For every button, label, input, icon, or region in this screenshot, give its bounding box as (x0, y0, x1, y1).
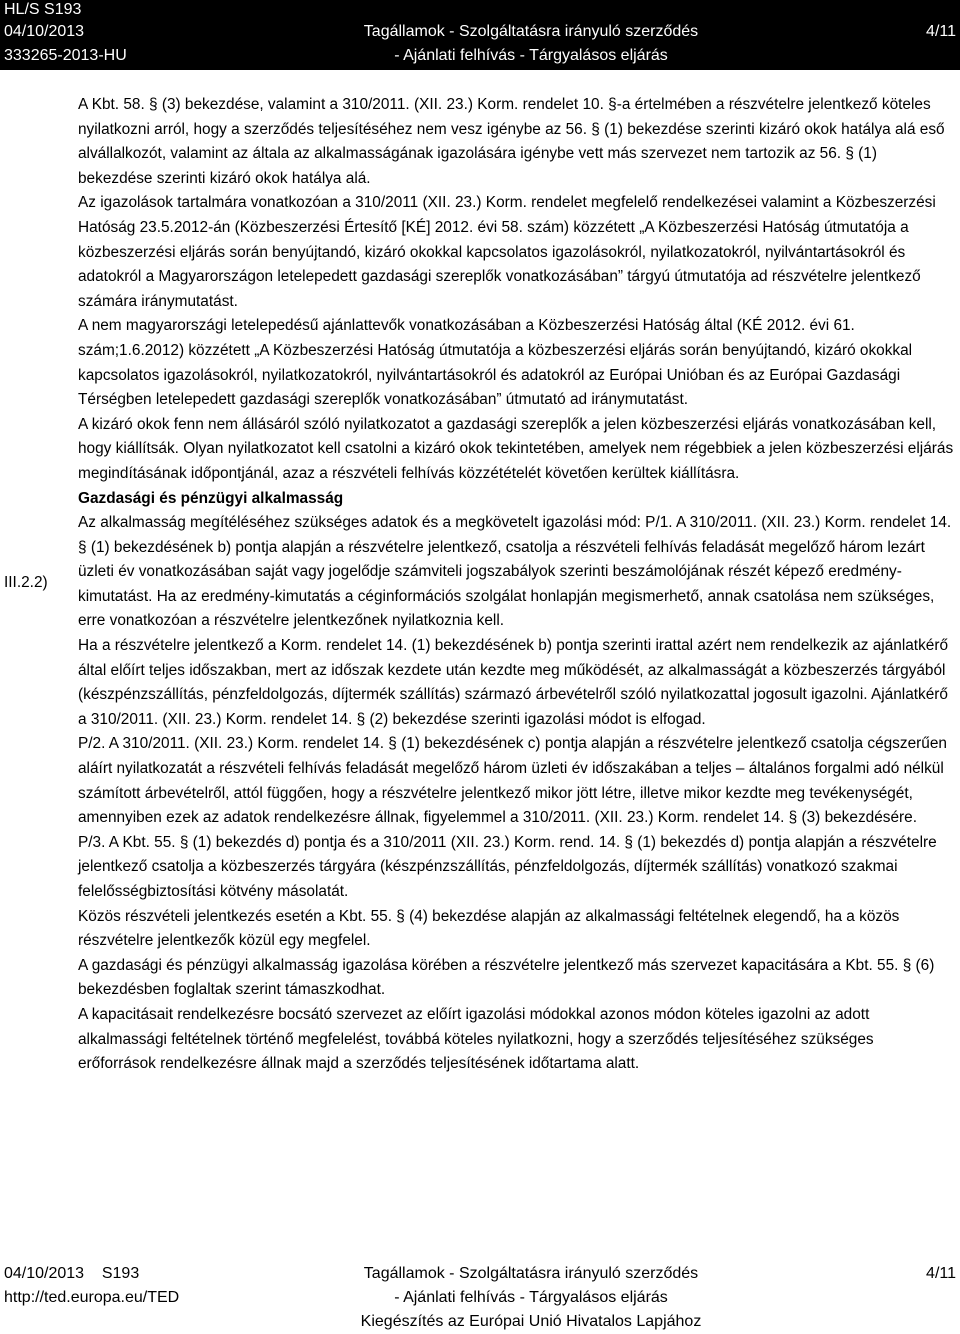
footer-date: 04/10/2013 (4, 1265, 85, 1282)
paragraph: A nem magyarországi letelepedésű ajánlattevők vonatkozásában a Közbeszerzési Hatóság által (KÉ 2012. évi 61. szám;1.6.2012) közzétett „A Közbeszerzési Hatóság útmutatója a közbeszerzési eljárás során benyújtandó, kizáró okokkal kapcsolatos igazolásokról, nyilatkozatokról, nyilvántartásokról és adatokról az Európai Unióban és az Európai Gazdasági Térségben letelepedett gazdasági szereplők vonatkozásában” útmutató ad iránymutatást. (78, 317, 913, 409)
header-date: 04/10/2013 (4, 23, 85, 40)
header-title-line1: Tagállamok - Szolgáltatásra irányuló szerződés (363, 23, 699, 40)
page-footer (0, 1262, 960, 1334)
paragraph: P/3. A Kbt. 55. § (1) bekezdés d) pontja és a 310/2011 (XII. 23.) Korm. rend. 14. § (1) bekezdés d) pontja alapján a részvételre jelentkező csatolja a közbeszerzés tárgyára (készpénzszállítás, pénzfeldolgozás, díjtermék szállítás) vonatkozó szakmai felelősségbiztosítási kötvény másolatát. (78, 833, 937, 900)
paragraph: Közös részvételi jelentkezés esetén a Kbt. 55. § (4) bekezdése alapján az alkalmassági feltételnek elegendő, ha a közös részvételre jelentkezők közül egy megfelel. (78, 907, 900, 950)
header-doc-code: HL/S S193 (4, 1, 82, 18)
document-body (78, 93, 954, 1077)
paragraph: A kapacitásait rendelkezésre bocsátó szervezet az előírt igazolási módokkal azonos módon köteles igazolni az adott alkalmassági feltételnek történő megfelelést, továbbá köteles nyilatkozni, hogy a szerződés teljesítéséhez szükséges erőforrások rendelkezésre állnak majd a szerződés teljesítésének időtartama alatt. (78, 1005, 874, 1073)
page-header (0, 0, 960, 70)
section-number: III.2.2) (4, 574, 48, 591)
paragraph: A gazdasági és pénzügyi alkalmasság igazolása körében a részvételre jelentkező más szervezet kapacitására a Kbt. 55. § (6) bekezdésben foglaltak szerint támaszkodhat. (78, 956, 935, 999)
footer-title-line2: - Ajánlati felhívás - Tárgyalásos eljárás (394, 1289, 668, 1306)
header-document-id: 333265-2013-HU (4, 47, 127, 64)
paragraph: Ha a részvételre jelentkező a Korm. rendelet 14. (1) bekezdésének b) pontja szerinti irattal azért nem rendelkezik az ajánlatkérő által előírt teljes időszakban, mert az időszak kezdete után kezdte meg működését, az alkalmasságát a közbeszerzés tárgyából (készpénzszállítás, pénzfeldolgozás, díjtermék szállítás) származó árbevételről szóló nyilatkozattal jogosult igazolni. Ajánlatkérő a 310/2011. (XII. 23.) Korm. rendelet 14. § (2) bekezdése szerinti igazolási módot is elfogad. (78, 637, 949, 728)
paragraph: Az alkalmasság megítéléséhez szükséges adatok és a megkövetelt igazolási mód: P/1. A 310/2011. (XII. 23.) Korm. rendelet 14. § (1) bekezdésének b) pontja alapján a részvételre jelentkező, csatolja a részvételi felhívás feladását megelőző három lezárt üzleti év vonatkozásában saját vagy jogelődje számviteli jogszabályok szerinti beszámolójának részét képező eredmény-kimutatást. Ha az eredmény-kimutatás a céginformációs szolgálat honlapján megismerhető, annak csatolása nem szükséges, erre vonatkozóan a részvételre jelentkezőnek nyilatkoznia kell. (78, 514, 952, 630)
footer-code: S193 (101, 1265, 140, 1282)
header-title-line2: - Ajánlati felhívás - Tárgyalásos eljárás (394, 47, 668, 64)
paragraph: A kizáró okok fenn nem állásáról szóló nyilatkozatot a gazdasági szereplők a jelen közbeszerzési eljárás vonatkozásában kell, hogy kiállítsák. Olyan nyilatkozatot kell csatolni a kizáró okok tekintetében, amelyek nem régebbiek a jelen közbeszerzési eljárás megindításának időpontjánál, azaz a részvételi felhívás közzétételét követően kerültek kiállításra. (78, 415, 954, 482)
paragraph: P/2. A 310/2011. (XII. 23.) Korm. rendelet 14. § (1) bekezdésének c) pontja alapján a részvételre jelentkező csatolja cégszerűen aláírt nyilatkozatát a részvételi felhívás feladását megelőző három üzleti év időszakában a teljes – általános forgalmi adó nélkül számított árbevételről, attól függően, hogy a részvételre jelentkező mikor jött létre, illetve mikor kezdte meg tevékenységét, amennyiben ezek az adatok rendelkezésre állnak, figyelemmel a 310/2011. (XII. 23.) Korm. rendelet 14. § (3) bekezdésére. (78, 735, 947, 827)
paragraph: A Kbt. 58. § (3) bekezdése, valamint a 310/2011. (XII. 23.) Korm. rendelet 10. §-a értelmében a részvételre jelentkező köteles nyilatkozni arról, hogy a szerződés teljesítéséhez nem vesz igénybe az 56. § (1) bekezdése szerinti kizáró okok hatálya alá eső alvállalkozót, valamint az általa az alkalmasságának igazolására igénybe vett más szervezet nem tartozik az 56. § (1) bekezdése szerinti kizáró okok hatálya alá. (78, 96, 945, 187)
paragraph: Az igazolások tartalmára vonatkozóan a 310/2011 (XII. 23.) Korm. rendelet megfelelő rendelkezései valamint a Közbeszerzési Hatóság 23.5.2012-án (Közbeszerzési Értesítő [KÉ] 2012. évi 58. szám) közzétett „A Közbeszerzési Hatóság útmutatója a közbeszerzési eljárás során benyújtandó, kizáró okokkal kapcsolatos igazolásokról, nyilatkozatokról, nyilvántartásokról és adatokról a Magyarországon letelepedett gazdasági szereplők vonatkozásában” tárgyú útmutatója ad részvételre jelentkező számára iránymutatást. (78, 194, 936, 310)
footer-title-line3: Kiegészítés az Európai Unió Hivatalos Lapjához (360, 1313, 702, 1330)
section-title: Gazdasági és pénzügyi alkalmasság (78, 489, 344, 507)
footer-page-number: 4/11 (926, 1265, 956, 1282)
footer-title-line1: Tagállamok - Szolgáltatásra irányuló szerződés (363, 1265, 699, 1282)
header-page-number: 4/11 (926, 23, 956, 40)
footer-url-link[interactable]: http://ted.europa.eu/TED (4, 1289, 180, 1306)
